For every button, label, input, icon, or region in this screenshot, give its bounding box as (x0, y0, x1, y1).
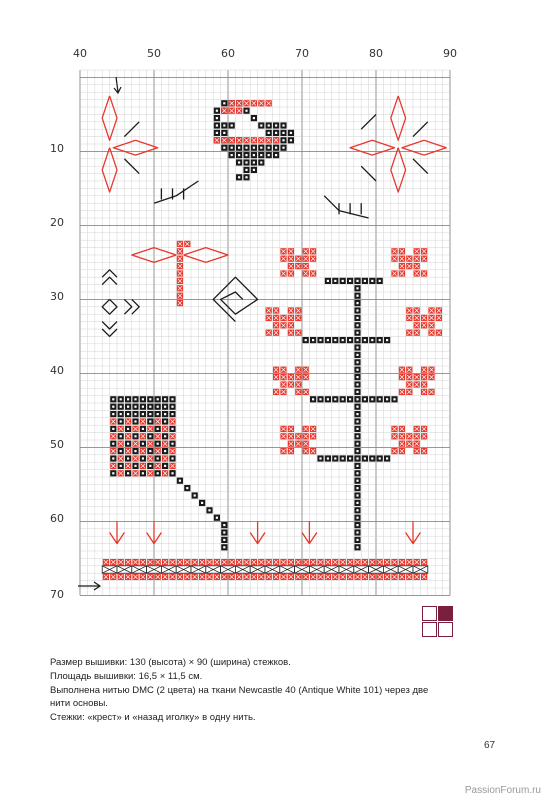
stitch-dot (157, 428, 159, 430)
page-number: 67 (484, 740, 496, 751)
top-label-60: 60 (221, 47, 235, 60)
stitch-dot (364, 457, 366, 459)
stitch-dot (364, 280, 366, 282)
stitch-dot (142, 413, 144, 415)
stitch-dot (356, 443, 358, 445)
stitch-dot (253, 169, 255, 171)
stitch-dot (223, 132, 225, 134)
stitch-dot (349, 280, 351, 282)
stitch-dot (134, 420, 136, 422)
stitch-dot (238, 161, 240, 163)
stitch-dot (282, 139, 284, 141)
stitch-dot (149, 398, 151, 400)
stitch-dot (149, 406, 151, 408)
stitch-dot (157, 406, 159, 408)
stitch-dot (120, 450, 122, 452)
left-label-20: 20 (50, 216, 64, 229)
stitch-dot (356, 465, 358, 467)
stitch-dot (379, 398, 381, 400)
stitch-dot (371, 457, 373, 459)
stitch-dot (356, 487, 358, 489)
stitch-dot (253, 161, 255, 163)
stitch-dot (120, 420, 122, 422)
stitch-dot (349, 398, 351, 400)
stitch-dot (216, 132, 218, 134)
stitch-dot (157, 413, 159, 415)
stitch-dot (238, 147, 240, 149)
stitch-dot (120, 398, 122, 400)
stitch-dot (171, 406, 173, 408)
stitch-dot (112, 428, 114, 430)
stitch-dot (134, 406, 136, 408)
stitch-dot (223, 546, 225, 548)
stitch-dot (356, 369, 358, 371)
sprig-motif (147, 521, 162, 543)
stitch-dot (282, 147, 284, 149)
stitch-dot (149, 420, 151, 422)
stitch-dot (356, 420, 358, 422)
sprig-motif (250, 521, 265, 543)
stitch-dot (245, 154, 247, 156)
stitch-dot (356, 472, 358, 474)
stitch-dot (356, 494, 358, 496)
stitch-dot (223, 124, 225, 126)
watermark: PassionForum.ru (464, 785, 541, 796)
stitch-dot (319, 457, 321, 459)
stitch-dot (356, 354, 358, 356)
stitch-dot (171, 428, 173, 430)
stitch-dot (356, 332, 358, 334)
stitch-dot (245, 147, 247, 149)
stitch-dot (164, 398, 166, 400)
stitch-dot (142, 406, 144, 408)
stitch-dot (142, 472, 144, 474)
stitch-dot (379, 280, 381, 282)
arrow-icon-left (78, 582, 100, 590)
stitch-dot (149, 435, 151, 437)
stitch-dot (208, 509, 210, 511)
left-label-70: 70 (50, 588, 64, 601)
stitch-dot (164, 413, 166, 415)
stitch-dot (112, 472, 114, 474)
stitch-dot (245, 176, 247, 178)
stitch-dot (327, 457, 329, 459)
stitch-dot (231, 147, 233, 149)
stitch-dot (327, 280, 329, 282)
stitch-dot (112, 398, 114, 400)
stitch-dot (112, 443, 114, 445)
stitch-dot (260, 124, 262, 126)
top-label-40: 40 (73, 47, 87, 60)
stitch-dot (253, 147, 255, 149)
stitch-dot (268, 124, 270, 126)
stitch-dot (194, 494, 196, 496)
stitch-dot (164, 465, 166, 467)
stitch-dot (142, 398, 144, 400)
diamond-outline (402, 140, 446, 155)
stitch-dot (223, 524, 225, 526)
stitch-dot (356, 361, 358, 363)
info-thread-line-1: Выполнена нитью DMC (2 цвета) на ткани Newcastle 40 (Antique White 101) через две (50, 685, 429, 696)
stitch-dot (157, 457, 159, 459)
stitch-dot (305, 339, 307, 341)
stitch-dot (356, 295, 358, 297)
stitch-dot (356, 450, 358, 452)
stitch-dot (371, 398, 373, 400)
sprig-motif (110, 521, 125, 543)
stitch-dot (371, 339, 373, 341)
stitch-dot (164, 420, 166, 422)
stitch-dot (216, 110, 218, 112)
stitch-dot (134, 450, 136, 452)
stitch-dot (120, 465, 122, 467)
stitch-dot (134, 465, 136, 467)
stitch-dot (127, 443, 129, 445)
stitch-dot (334, 457, 336, 459)
stitch-dot (342, 457, 344, 459)
stitch-dot (290, 132, 292, 134)
stitch-dot (142, 428, 144, 430)
left-label-60: 60 (50, 512, 64, 525)
stitch-dot (216, 117, 218, 119)
stitch-dot (120, 435, 122, 437)
stitch-dot (356, 502, 358, 504)
stitch-dot (127, 406, 129, 408)
stitch-dot (356, 302, 358, 304)
stitch-dot (157, 443, 159, 445)
stitch-dot (356, 287, 358, 289)
axis-labels (50, 47, 457, 601)
stitch-dot (164, 450, 166, 452)
info-area: Площадь вышивки: 16,5 × 11,5 см. (50, 671, 203, 682)
stitch-dot (312, 339, 314, 341)
stitch-dot (238, 176, 240, 178)
stitch-dot (356, 391, 358, 393)
sprig-motif (406, 521, 421, 543)
top-label-50: 50 (147, 47, 161, 60)
stitch-dot (223, 147, 225, 149)
top-label-70: 70 (295, 47, 309, 60)
stitch-dot (186, 487, 188, 489)
chart-grid (80, 70, 450, 595)
stitch-dot (356, 406, 358, 408)
stitch-dot (356, 457, 358, 459)
stitch-dot (371, 280, 373, 282)
stitch-dot (334, 280, 336, 282)
stitch-dot (268, 147, 270, 149)
stitch-dot (157, 472, 159, 474)
stitch-dot (342, 339, 344, 341)
stitch-dot (171, 472, 173, 474)
stitch-dot (112, 406, 114, 408)
diamond-outline (350, 140, 394, 155)
legend-cell-top-left (422, 606, 437, 621)
stitch-dot (356, 383, 358, 385)
stitch-dot (356, 413, 358, 415)
stitch-dot (127, 472, 129, 474)
stitch-dot (356, 398, 358, 400)
stitch-dot (356, 324, 358, 326)
bird-motif (214, 100, 294, 180)
stitch-dot (356, 346, 358, 348)
stitch-dot (260, 154, 262, 156)
stitch-dot (349, 339, 351, 341)
stitch-dot (171, 398, 173, 400)
stitch-dot (275, 147, 277, 149)
stitch-dot (149, 465, 151, 467)
left-label-10: 10 (50, 142, 64, 155)
stitch-dot (231, 124, 233, 126)
stitch-dot (356, 428, 358, 430)
chevron-motif (102, 270, 139, 337)
stitch-dot (386, 398, 388, 400)
stitch-dot (134, 435, 136, 437)
stitch-dot (356, 546, 358, 548)
stitch-dot (260, 147, 262, 149)
left-label-30: 30 (50, 290, 64, 303)
stitch-dot (356, 435, 358, 437)
stitch-dot (253, 154, 255, 156)
stitch-dot (127, 413, 129, 415)
color-legend-icon (422, 606, 454, 638)
top-label-80: 80 (369, 47, 383, 60)
stitch-dot (364, 398, 366, 400)
top-label-90: 90 (443, 47, 457, 60)
dragonfly-motif (132, 241, 228, 306)
info-stitches: Стежки: «крест» и «назад иголку» в одну нить. (50, 712, 256, 723)
info-thread-line-2: нити основы. (50, 698, 108, 709)
legend-cell-bottom-right (438, 622, 453, 637)
stitch-dot (171, 443, 173, 445)
stitch-dot (349, 457, 351, 459)
stitch-dot (356, 317, 358, 319)
stitch-dot (334, 398, 336, 400)
stitch-dot (179, 480, 181, 482)
legend-cell-top-right (438, 606, 453, 621)
stitch-dot (238, 154, 240, 156)
stitch-dot (223, 531, 225, 533)
stitch-dot (275, 132, 277, 134)
stitch-dot (356, 531, 358, 533)
stitch-dot (393, 398, 395, 400)
diamond-outline (113, 140, 157, 155)
stitch-dot (327, 398, 329, 400)
stitch-dot (134, 398, 136, 400)
stitch-dot (142, 457, 144, 459)
stitch-dot (127, 428, 129, 430)
stitch-dot (356, 376, 358, 378)
stitch-dot (312, 398, 314, 400)
stitch-dot (379, 339, 381, 341)
stitch-dot (386, 457, 388, 459)
stitch-dot (275, 124, 277, 126)
stitch-dot (334, 339, 336, 341)
info-size: Размер вышивки: 130 (высота) × 90 (ширина) стежков. (50, 657, 291, 668)
stitch-dot (253, 117, 255, 119)
stitch-dot (171, 457, 173, 459)
sprig-motif (302, 521, 317, 543)
stitch-dot (268, 154, 270, 156)
stitch-dot (112, 457, 114, 459)
stitch-dot (260, 161, 262, 163)
stitch-dot (356, 524, 358, 526)
stitch-dot (282, 132, 284, 134)
stitch-dot (223, 102, 225, 104)
stitch-dot (120, 406, 122, 408)
stitch-dot (171, 413, 173, 415)
stitch-dot (231, 154, 233, 156)
stitch-dot (268, 132, 270, 134)
stitch-dot (356, 539, 358, 541)
stitch-dot (149, 450, 151, 452)
stitch-dot (201, 502, 203, 504)
stitch-dot (290, 139, 292, 141)
stitch-dot (142, 443, 144, 445)
stitch-dot (364, 339, 366, 341)
stitch-dot (356, 280, 358, 282)
stitch-dot (356, 480, 358, 482)
stitch-dot (216, 517, 218, 519)
left-label-40: 40 (50, 364, 64, 377)
stitch-dot (386, 339, 388, 341)
stitch-dot (282, 124, 284, 126)
stitch-dot (319, 339, 321, 341)
star-motif-left-diamond (350, 114, 394, 181)
stitch-dot (223, 539, 225, 541)
legend-cell-bottom-left (422, 622, 437, 637)
stitch-dot (356, 339, 358, 341)
stitch-dot (134, 413, 136, 415)
stitch-dot (149, 413, 151, 415)
stitch-dot (275, 154, 277, 156)
stitch-dot (379, 457, 381, 459)
stitch-dot (342, 398, 344, 400)
stitch-dot (120, 413, 122, 415)
stitch-dot (342, 280, 344, 282)
stitch-dot (319, 398, 321, 400)
stitch-dot (164, 406, 166, 408)
stitch-dot (245, 161, 247, 163)
stitch-dot (245, 110, 247, 112)
stitch-dot (164, 435, 166, 437)
stitch-dot (112, 413, 114, 415)
stitch-dot (356, 509, 358, 511)
stitch-dot (216, 124, 218, 126)
stitch-dot (356, 309, 358, 311)
stitch-dot (127, 398, 129, 400)
left-label-50: 50 (50, 438, 64, 451)
stitch-dot (127, 457, 129, 459)
stitch-dot (356, 517, 358, 519)
stitch-dot (157, 398, 159, 400)
stitch-dot (327, 339, 329, 341)
stitch-dot (245, 169, 247, 171)
